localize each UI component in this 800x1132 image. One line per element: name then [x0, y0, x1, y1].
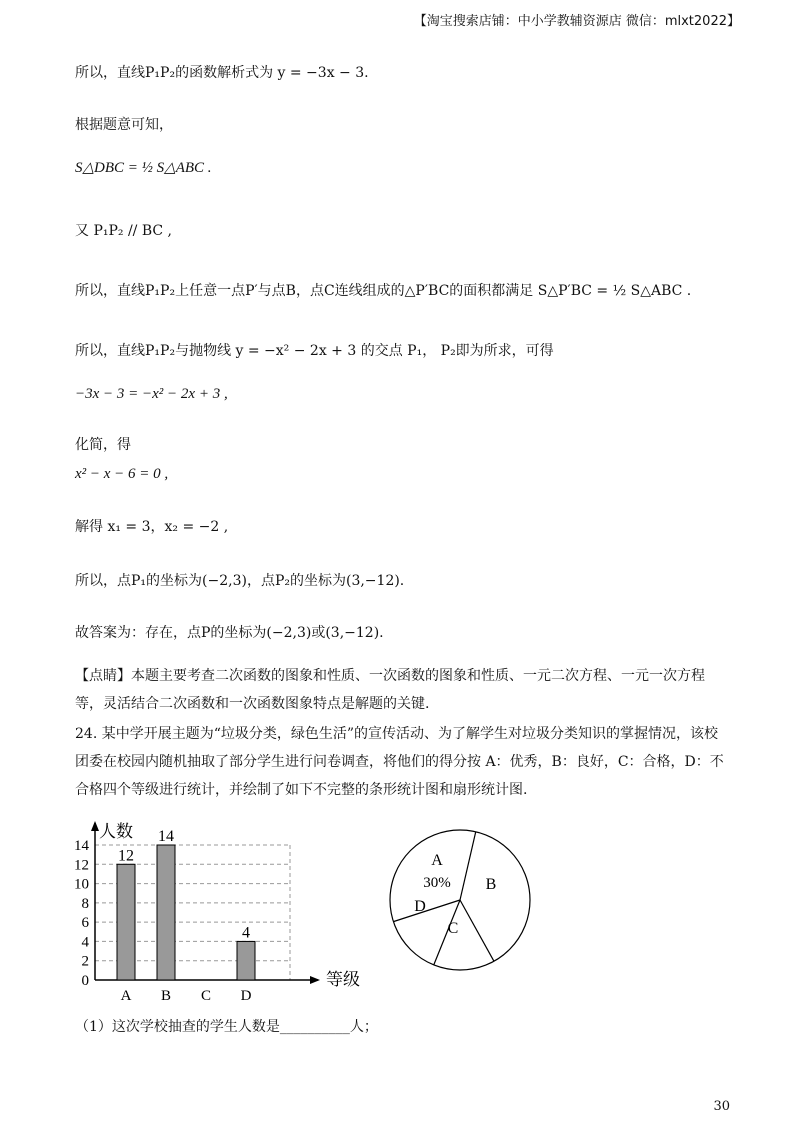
x-tick-label: D — [240, 988, 252, 1000]
y-tick-label: 10 — [74, 876, 89, 893]
bar — [157, 845, 175, 980]
question-1: （1）这次学校抽查的学生人数是__________人； — [75, 1019, 378, 1035]
slice-boundary — [460, 900, 494, 961]
pie-label-b: B — [485, 876, 497, 893]
solution-line-7: −3x − 3 = −x² − 2x + 3 , — [75, 386, 228, 402]
x-tick-label: B — [160, 988, 172, 1000]
bar-value-label: 4 — [242, 924, 250, 942]
y-tick-label: 6 — [81, 915, 89, 932]
pie-chart — [385, 825, 535, 975]
solution-line-9: x² − x − 6 = 0 , — [75, 466, 169, 482]
bar — [237, 941, 255, 980]
bar-value-label: 12 — [118, 847, 134, 865]
solution-line-3: S△DBC = ½ S△ABC . — [75, 160, 212, 176]
pie-label-d: D — [414, 898, 426, 915]
y-tick-label: 8 — [81, 895, 89, 912]
y-tick-label: 0 — [81, 973, 89, 989]
solution-line-8: 化简，得 — [75, 437, 131, 453]
y-axis-arrow — [91, 821, 99, 831]
page-header: 【淘宝搜索店铺：中小学教辅资源店 微信：mlxt2022】 — [413, 14, 740, 29]
y-tick-label: 12 — [74, 857, 89, 874]
pie-label-c: C — [447, 920, 459, 937]
y-tick-label: 4 — [81, 934, 89, 951]
comment-paragraph: 【点睛】本题主要考查二次函数的图象和性质、一次函数的图象和性质、一元二次方程、一元一次方程等，灵活结合二次函数和一次函数图象特点是解题的关键. — [75, 668, 705, 712]
slice-boundary — [460, 832, 476, 900]
page-number: 30 — [713, 1099, 730, 1114]
x-tick-label: A — [120, 988, 132, 1000]
solution-line-12: 故答案为：存在，点P的坐标为(−2,3)或(3,−12). — [75, 625, 384, 641]
bar-chart — [55, 815, 385, 1000]
bar-value-label: 14 — [158, 828, 174, 845]
x-axis-label: 等级 — [326, 970, 360, 989]
y-tick-label: 14 — [74, 838, 89, 854]
solution-line-6: 所以，直线P₁P₂与抛物线 y = −x² − 2x + 3 的交点 P₁， P₂即为所求，可得 — [75, 343, 554, 359]
y-tick-label: 2 — [81, 953, 89, 970]
pie-percent-a: 30% — [423, 875, 451, 891]
solution-line-1: 所以，直线P₁P₂的函数解析式为 y = −3x − 3. — [75, 65, 369, 81]
y-axis-label: 人数 — [99, 822, 133, 841]
bar — [117, 864, 135, 980]
solution-line-11: 所以，点P₁的坐标为(−2,3)，点P₂的坐标为(3,−12). — [75, 573, 405, 589]
problem-24-text: 24. 某中学开展主题为“垃圾分类，绿色生活”的宣传活动、为了解学生对垃圾分类知识的掌握情况，该校团委在校园内随机抽取了部分学生进行问卷调查，将他们的得分按 A：优秀，B：良好，C：合格，D：不合格四个等级进行统计，并绘制了如下不完整的条形统计图和扇形统计图. — [75, 726, 724, 798]
solution-line-4: 又 P₁P₂ // BC , — [75, 223, 173, 239]
solution-line-10: 解得 x₁ = 3，x₂ = −2 , — [75, 519, 229, 535]
slice-boundary — [393, 900, 460, 922]
solution-line-5: 所以，直线P₁P₂上任意一点P′与点B，点C连线组成的△P′BC的面积都满足 S△P′BC = ½ S△ABC . — [75, 283, 692, 299]
pie-label-a: A — [431, 852, 443, 869]
x-axis-arrow — [310, 976, 320, 984]
solution-line-2: 根据题意可知， — [75, 117, 173, 133]
x-tick-label: C — [200, 988, 212, 1000]
